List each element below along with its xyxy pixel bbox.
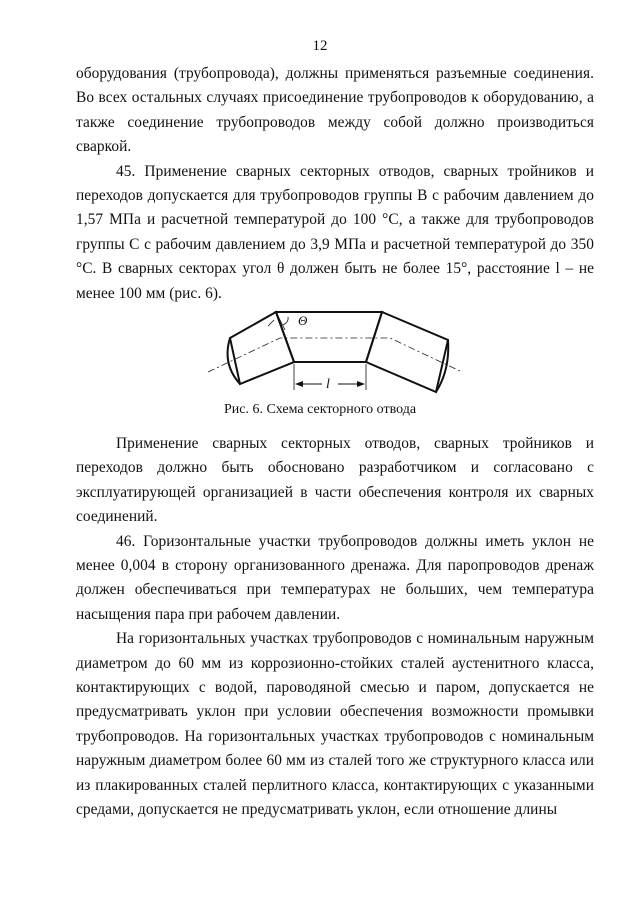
sector-bend-diagram: [200, 300, 470, 400]
theta-arrow-left: [268, 320, 274, 326]
middle-sector: [276, 312, 382, 362]
right-pipe-segment: [366, 312, 448, 392]
paragraph-continuation: оборудования (трубопровода), должны применяться разъемные соединения. Во всех остальных случаях присоединение трубопроводов к оборудованию, а также соединение трубопроводов между собой должно производиться сваркой.: [76, 65, 594, 156]
page-number: 12: [312, 38, 328, 54]
paragraph-horizontal-sections: На горизонтальных участках трубопроводов с номинальным наружным диаметром до 60 мм из коррозионно-стойких сталей аустенитного класса, контактирующих с водой, пароводяной смесью и паром, допускается не предусматривать уклон при условии обеспечения возможности промывки трубопроводов. На горизонтальных участках трубопроводов с номинальным наружным диаметром более 60 мм из сталей того же структурного класса или из плакированных сталей перлитного класса, контактирующих с указанными средами, допускается не предусматривать уклон, если отношение длины: [76, 630, 594, 819]
paragraph-item-46: 46. Горизонтальные участки трубопроводов должны иметь уклон не менее 0,004 в сторону организованного дренажа. Для паропроводов дренаж должен обеспечиваться при температурах не больших, чем температура насыщения пара при рабочем давлении.: [76, 532, 594, 623]
dimension-label-bg: [322, 376, 338, 390]
sector-bend-figure: [200, 300, 470, 400]
body-text-bottom: [76, 432, 594, 823]
paragraph-justification: Применение сварных секторных отводов, сварных тройников и переходов должно быть обосновано разработчиком и согласовано с эксплуатирующей организацией в части обеспечения контроля их сварных соединений.: [76, 435, 594, 526]
theta-label: Θ: [298, 313, 308, 328]
figure-caption: Рис. 6. Схема секторного отвода: [223, 402, 417, 417]
body-text-top: [76, 62, 594, 306]
dimension-l-label: l: [326, 377, 330, 392]
left-pipe-segment: [230, 312, 294, 384]
dimension-arrow-right: [357, 381, 365, 387]
paragraph-item-45: 45. Применение сварных секторных отводов, сварных тройников и переходов допускается для трубопроводов группы B с рабочим давлением до 1,57 МПа и расчетной температурой до 100 °C, а также для трубопроводов группы C с рабочим давлением до 3,9 МПа и расчетной температурой до 350 °C. В сварных секторах угол θ должен быть не более 15°, расстояние l – не менее 100 мм (рис. 6).: [76, 162, 594, 302]
centerline: [208, 338, 462, 372]
theta-arc: [283, 317, 288, 325]
dimension-arrow-left: [295, 381, 303, 387]
